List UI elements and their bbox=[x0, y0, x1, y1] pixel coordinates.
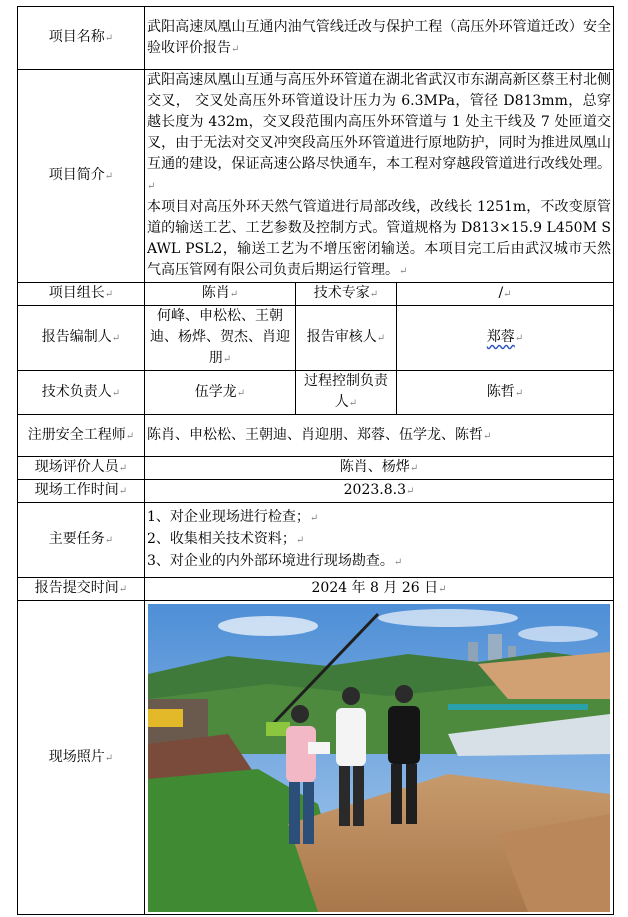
team-leader-label: 项目组长↵ bbox=[18, 283, 145, 306]
field-evaluators-value: 陈肖、杨烨↵ bbox=[145, 457, 614, 480]
tech-lead-value: 伍学龙↵ bbox=[145, 371, 296, 415]
report-submit-time-value: 2024 年 8 月 26 日↵ bbox=[145, 578, 614, 601]
report-submit-time-label: 报告提交时间↵ bbox=[18, 578, 145, 601]
field-evaluators-label: 现场评价人员↵ bbox=[18, 457, 145, 480]
report-authors-value: 何峰、申松松、王朝迪、杨烨、贺杰、肖迎朋↵ bbox=[145, 306, 296, 371]
row-field-evaluators bbox=[18, 457, 614, 480]
info-table bbox=[17, 6, 614, 915]
report-reviewer-value: 郑蓉↵ bbox=[397, 306, 614, 371]
row-project-name bbox=[18, 7, 614, 70]
row-field-work-time bbox=[18, 480, 614, 503]
row-tech-lead bbox=[18, 371, 614, 415]
field-work-time-label: 现场工作时间↵ bbox=[18, 480, 145, 503]
site-photo-image bbox=[148, 604, 610, 912]
project-intro-paragraph-1: 武阳高速凤凰山互通与高压外环管道在湖北省武汉市东湖高新区蔡王村北侧交叉， 交叉处高压外环管道设计压力为 6.3MPa，管径 D813mm，总穿越长度为 432m，交叉段范围内高压外环管道与 1 处主干线及 7 处匝道交叉，由于无法对交叉冲突段高压外环管道进行原地防护，同时为推进凤凰山互通的建设，保证高速公路尽快通车，本工程对穿越段管道进行改线处理。↵ bbox=[147, 72, 612, 192]
row-report-submit-time bbox=[18, 578, 614, 601]
report-reviewer-label: 报告审核人↵ bbox=[296, 306, 397, 371]
safety-engineers-value: 陈肖、申松松、王朝迪、肖迎朋、郑蓉、伍学龙、陈哲↵ bbox=[145, 415, 614, 457]
project-intro-paragraph-2: 本项目对高压外环天然气管道进行局部改线，改线长 1251m，不改变原管道的输送工艺、工艺参数及控制方式。管道规格为 D813×15.9 L450M SAWL PSL2，输送工艺为不增压密闭输送。本项目完工后由武汉城市天然气高压管网有限公司负责后期运行管理。↵ bbox=[147, 199, 612, 278]
task-item: 1、对企业现场进行检查；↵ bbox=[147, 509, 319, 525]
row-main-tasks bbox=[18, 503, 614, 578]
task-item: 2、收集相关技术资料；↵ bbox=[147, 531, 305, 547]
report-authors-label: 报告编制人↵ bbox=[18, 306, 145, 371]
team-leader-value: 陈肖↵ bbox=[145, 283, 296, 306]
site-photo-label: 现场照片↵ bbox=[18, 601, 145, 915]
tech-lead-label: 技术负责人↵ bbox=[18, 371, 145, 415]
tech-expert-value: /↵ bbox=[397, 283, 614, 306]
row-site-photo bbox=[18, 601, 614, 915]
project-name-value: 武阳高速凤凰山互通内油气管线迁改与保护工程（高压外环管道迁改）安全验收评价报告↵ bbox=[145, 7, 614, 70]
task-item: 3、对企业的内外部环境进行现场勘查。↵ bbox=[147, 553, 403, 569]
evaluation-info-sheet bbox=[17, 6, 613, 911]
row-project-intro bbox=[18, 70, 614, 283]
safety-engineers-label: 注册安全工程师↵ bbox=[18, 415, 145, 457]
project-name-label: 项目名称↵ bbox=[18, 7, 145, 70]
site-photo-cell bbox=[145, 601, 614, 915]
project-intro-label: 项目简介↵ bbox=[18, 70, 145, 283]
process-controller-label: 过程控制负责人↵ bbox=[296, 371, 397, 415]
process-controller-value: 陈哲↵ bbox=[397, 371, 614, 415]
project-intro-value bbox=[145, 70, 614, 283]
row-safety-engineers bbox=[18, 415, 614, 457]
main-tasks-value bbox=[145, 503, 614, 578]
row-report-authors bbox=[18, 306, 614, 371]
main-tasks-label: 主要任务↵ bbox=[18, 503, 145, 578]
row-team-leader bbox=[18, 283, 614, 306]
tech-expert-label: 技术专家↵ bbox=[296, 283, 397, 306]
field-work-time-value: 2023.8.3↵ bbox=[145, 480, 614, 503]
